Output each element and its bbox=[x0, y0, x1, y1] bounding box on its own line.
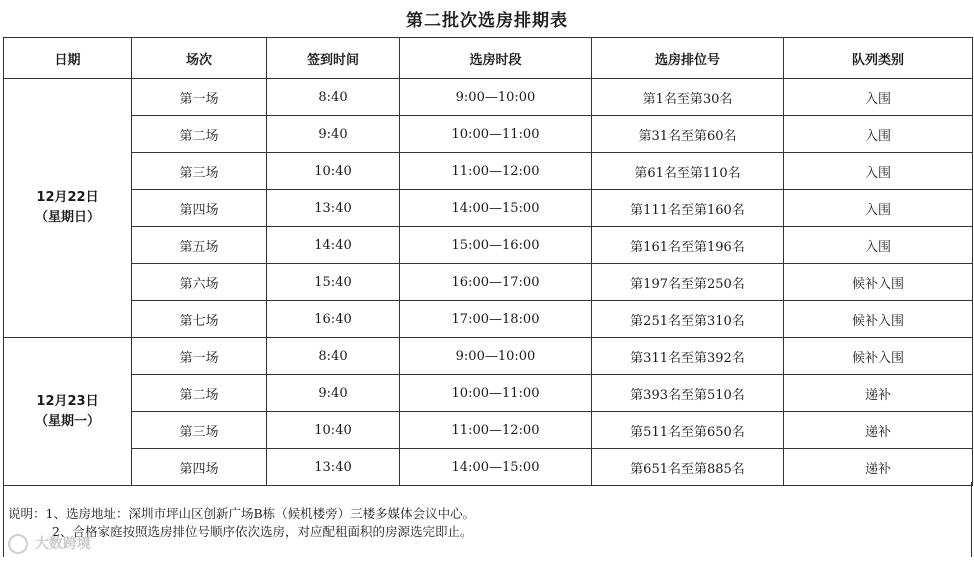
session-cell: 第三场 bbox=[132, 412, 267, 449]
header-period: 选房时段 bbox=[400, 38, 592, 79]
rank-cell: 第311名至第392名 bbox=[592, 338, 784, 375]
session-cell: 第四场 bbox=[132, 190, 267, 227]
table-row bbox=[4, 79, 973, 116]
queue-cell: 入围 bbox=[784, 79, 973, 116]
period-cell: 11:00—12:00 bbox=[400, 153, 592, 190]
period-cell: 16:00—17:00 bbox=[400, 264, 592, 301]
date-label: 12月23日 bbox=[36, 393, 99, 409]
rank-cell: 第393名至第510名 bbox=[592, 375, 784, 412]
checkin-cell: 16:40 bbox=[267, 301, 400, 338]
table-row bbox=[4, 227, 973, 264]
queue-cell: 入围 bbox=[784, 227, 973, 264]
rank-cell: 第197名至第250名 bbox=[592, 264, 784, 301]
session-cell: 第七场 bbox=[132, 301, 267, 338]
session-cell: 第五场 bbox=[132, 227, 267, 264]
table-row bbox=[4, 338, 973, 375]
table-row bbox=[4, 301, 973, 338]
header-session: 场次 bbox=[132, 38, 267, 79]
period-cell: 10:00—11:00 bbox=[400, 375, 592, 412]
checkin-cell: 10:40 bbox=[267, 153, 400, 190]
date-cell bbox=[4, 79, 132, 338]
period-cell: 11:00—12:00 bbox=[400, 412, 592, 449]
watermark-logo-icon bbox=[8, 534, 28, 554]
checkin-cell: 8:40 bbox=[267, 338, 400, 375]
table-row bbox=[4, 375, 973, 412]
period-cell: 17:00—18:00 bbox=[400, 301, 592, 338]
weekday-label: （星期一） bbox=[34, 413, 100, 429]
session-cell: 第六场 bbox=[132, 264, 267, 301]
checkin-cell: 13:40 bbox=[267, 449, 400, 486]
notes-box bbox=[3, 482, 972, 557]
queue-cell: 入围 bbox=[784, 190, 973, 227]
rank-cell: 第511名至第650名 bbox=[592, 412, 784, 449]
page-title: 第二批次选房排期表 bbox=[406, 11, 568, 31]
rank-cell: 第161名至第196名 bbox=[592, 227, 784, 264]
period-cell: 14:00—15:00 bbox=[400, 190, 592, 227]
weekday-label: （星期日） bbox=[34, 210, 100, 225]
session-cell: 第四场 bbox=[132, 449, 267, 486]
session-cell: 第二场 bbox=[132, 375, 267, 412]
table-row bbox=[4, 412, 973, 449]
header-queue: 队列类别 bbox=[784, 38, 973, 79]
note-line-1: 说明：1、选房地址：深圳市坪山区创新广场B栋（候机楼旁）三楼多媒体会议中心。 bbox=[8, 506, 476, 521]
queue-cell: 递补 bbox=[784, 412, 973, 449]
rank-cell: 第31名至第60名 bbox=[592, 116, 784, 153]
session-cell: 第二场 bbox=[132, 116, 267, 153]
table-row bbox=[4, 153, 973, 190]
watermark bbox=[8, 533, 91, 554]
date-label: 12月22日 bbox=[36, 190, 99, 205]
checkin-cell: 9:40 bbox=[267, 375, 400, 412]
session-cell: 第一场 bbox=[132, 338, 267, 375]
header-checkin: 签到时间 bbox=[267, 38, 400, 79]
header-rank: 选房排位号 bbox=[592, 38, 784, 79]
checkin-cell: 15:40 bbox=[267, 264, 400, 301]
period-cell: 14:00—15:00 bbox=[400, 449, 592, 486]
queue-cell: 候补入围 bbox=[784, 338, 973, 375]
period-cell: 10:00—11:00 bbox=[400, 116, 592, 153]
note-line-2: 2、合格家庭按照选房排位号顺序依次选房，对应配租面积的房源选完即止。 bbox=[52, 524, 473, 539]
table-header-row bbox=[4, 38, 973, 79]
rank-cell: 第61名至第110名 bbox=[592, 153, 784, 190]
schedule-table bbox=[3, 37, 973, 486]
period-cell: 15:00—16:00 bbox=[400, 227, 592, 264]
table-row bbox=[4, 449, 973, 486]
checkin-cell: 9:40 bbox=[267, 116, 400, 153]
queue-cell: 候补入围 bbox=[784, 264, 973, 301]
queue-cell: 候补入围 bbox=[784, 301, 973, 338]
rank-cell: 第651名至第885名 bbox=[592, 449, 784, 486]
period-cell: 9:00—10:00 bbox=[400, 338, 592, 375]
table-row bbox=[4, 116, 973, 153]
period-cell: 9:00—10:00 bbox=[400, 79, 592, 116]
table-row bbox=[4, 264, 973, 301]
queue-cell: 递补 bbox=[784, 449, 973, 486]
rank-cell: 第111名至第160名 bbox=[592, 190, 784, 227]
date-cell bbox=[4, 338, 132, 486]
checkin-cell: 10:40 bbox=[267, 412, 400, 449]
session-cell: 第一场 bbox=[132, 79, 267, 116]
rank-cell: 第251名至第310名 bbox=[592, 301, 784, 338]
checkin-cell: 8:40 bbox=[267, 79, 400, 116]
checkin-cell: 13:40 bbox=[267, 190, 400, 227]
header-date: 日期 bbox=[4, 38, 132, 79]
session-cell: 第三场 bbox=[132, 153, 267, 190]
queue-cell: 入围 bbox=[784, 116, 973, 153]
rank-cell: 第1名至第30名 bbox=[592, 79, 784, 116]
queue-cell: 入围 bbox=[784, 153, 973, 190]
checkin-cell: 14:40 bbox=[267, 227, 400, 264]
watermark-text: 大数跨境 bbox=[34, 536, 91, 552]
queue-cell: 递补 bbox=[784, 375, 973, 412]
table-row bbox=[4, 190, 973, 227]
